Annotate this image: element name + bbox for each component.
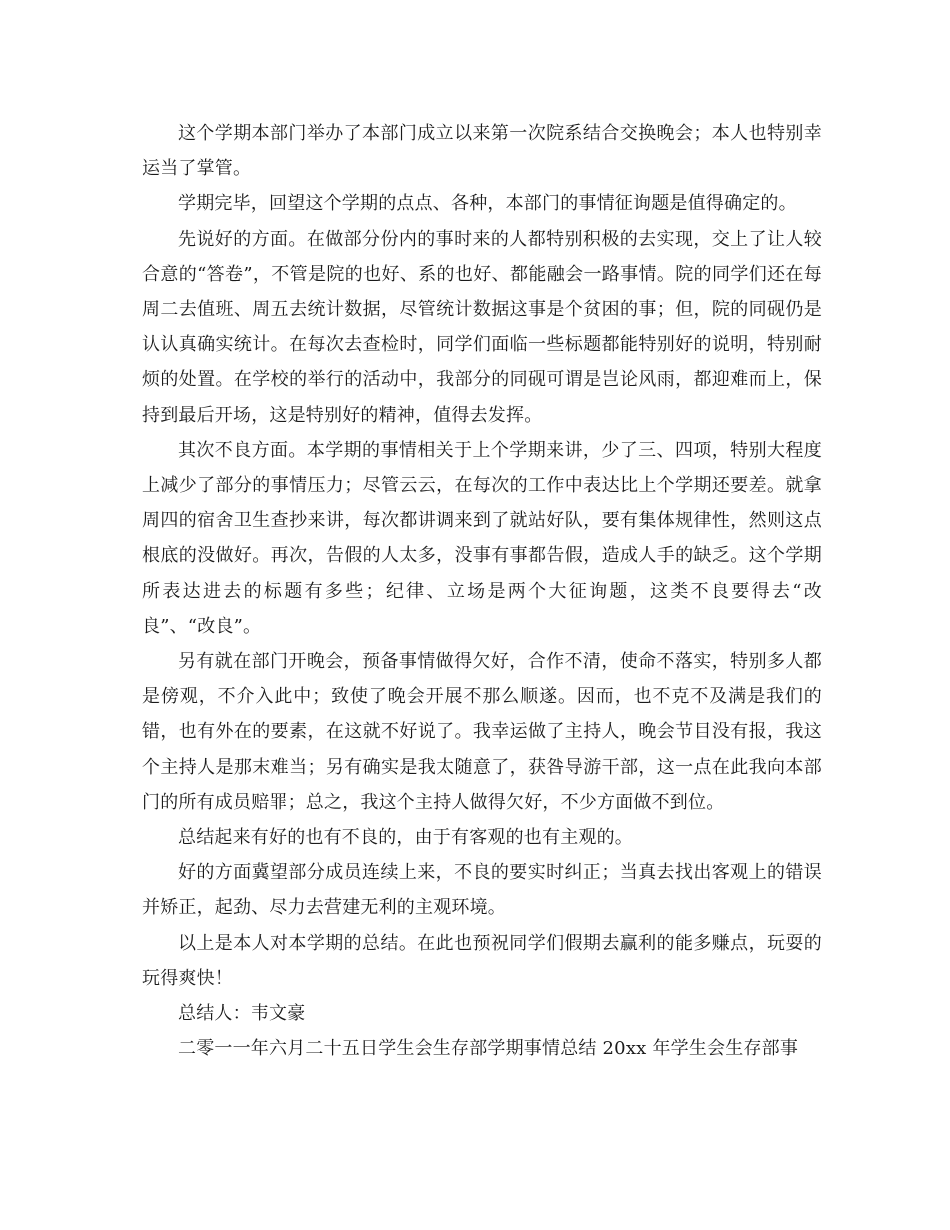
paragraph-good-aspects: 先说好的方面。在做部分份内的事时来的人都特别积极的去实现，交上了让人较合意的“答卷”，不管是院的也好、系的也好、都能融会一路事情。院的同学们还在每周二去值班、周五去统计数据，尽管统计数据这事是个贫困的事；但，院的同砚仍是认认真确实统计。在每次去查检时，同学们面临一些标题都能特别好的说明，特别耐烦的处置。在学校的举行的活动中，我部分的同砚可谓是岂论风雨，都迎难而上，保持到最后开场，这是特别好的精神，值得去发挥。 (142, 228, 822, 426)
paragraph-expectations: 好的方面冀望部分成员连续上来，不良的要实时纠正；当真去找出客观上的错误并矫正，起劲、尽力去营建无利的主观环境。 (142, 862, 822, 919)
paragraph-summary: 总结起来有好的也有不良的，由于有客观的也有主观的。 (178, 827, 633, 849)
author-signature: 总结人：韦文豪 (178, 1003, 306, 1025)
document-page (142, 116, 822, 1066)
paragraph-bad-aspects: 其次不良方面。本学期的事情相关于上个学期来讲，少了三、四项，特别大程度上减少了部分的事情压力；尽管云云，在每次的工作中表达比上个学期还要差。就拿周四的宿舍卫生查抄来讲，每次都讲调来到了就站好队，要有集体规律性，然则这点根底的没做好。再次，告假的人太多，没事有事都告假，造成人手的缺乏。这个学期所表达进去的标题有多些；纪律、立场是两个大征询题，这类不良要得去“改良”、“改良”。 (142, 439, 822, 637)
date-and-next-title: 二零一一年六月二十五日学生会生存部学期事情总结 20xx 年学生会生存部事 (178, 1038, 799, 1060)
paragraph-closing-wishes: 以上是本人对本学期的总结。在此也预祝同学们假期去赢利的能多赚点，玩耍的玩得爽快！ (142, 932, 822, 989)
paragraph-party-issues: 另有就在部门开晚会，预备事情做得欠好，合作不清，使命不落实，特别多人都是傍观，不介入此中；致使了晚会开展不那么顺遂。因而，也不克不及满是我们的错，也有外在的要素，在这就不好说了。我幸运做了主持人，晚会节目没有报，我这个主持人是那末难当；另有确实是我太随意了，获咎导游干部，这一点在此我向本部门的所有成员赔罪；总之，我这个主持人做得欠好，不少方面做不到位。 (142, 651, 822, 813)
paragraph-evening-party: 这个学期本部门举办了本部门成立以来第一次院系结合交换晚会；本人也特别幸运当了掌管。 (142, 123, 822, 180)
paragraph-semester-review: 学期完毕，回望这个学期的点点、各种，本部门的事情征询题是值得确定的。 (178, 193, 797, 215)
